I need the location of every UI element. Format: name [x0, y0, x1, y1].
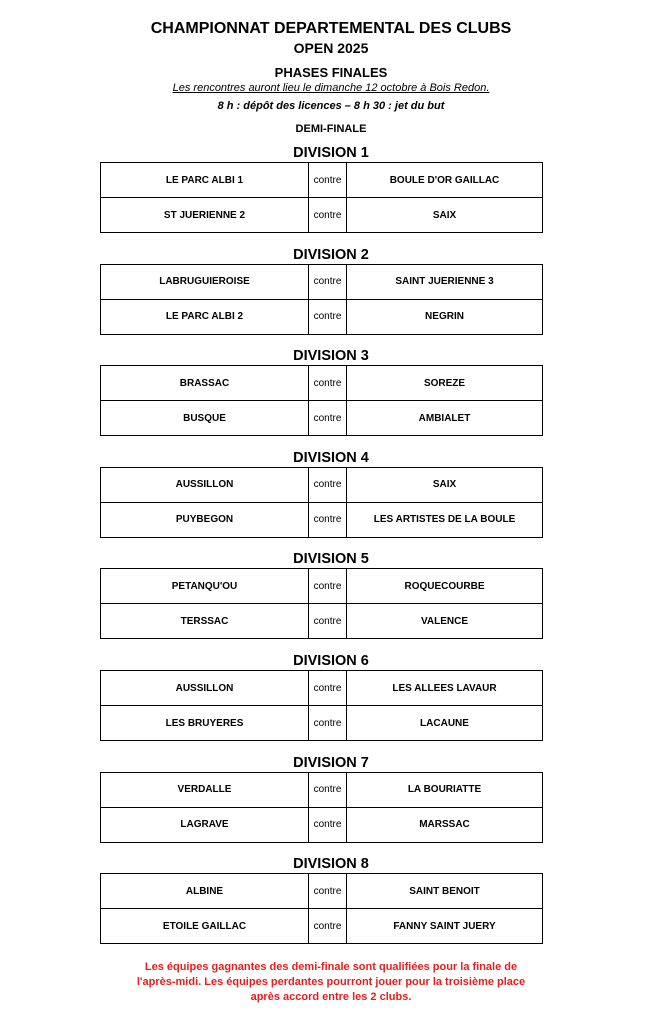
match-row [101, 604, 543, 639]
home-team-cell: LE PARC ALBI 1 [101, 163, 309, 198]
division-title: DIVISION 2 [293, 246, 369, 263]
versus-cell: contre [309, 909, 347, 944]
away-team-cell: LA BOURIATTE [347, 772, 543, 807]
matches-table [100, 670, 543, 741]
versus-cell: contre [309, 772, 347, 807]
home-team-cell: ST JUERIENNE 2 [101, 198, 309, 233]
home-team-cell: ETOILE GAILLAC [101, 909, 309, 944]
versus-cell: contre [309, 671, 347, 706]
versus-cell: contre [309, 198, 347, 233]
matches-table [100, 772, 543, 843]
division-title: DIVISION 1 [293, 145, 369, 161]
division-title: DIVISION 7 [293, 754, 369, 771]
match-row [101, 467, 543, 502]
match-row [101, 671, 543, 706]
versus-cell: contre [309, 264, 347, 299]
division-title: DIVISION 8 [293, 856, 369, 873]
versus-cell: contre [309, 569, 347, 604]
home-team-cell: LAGRAVE [101, 807, 309, 842]
match-row [101, 706, 543, 741]
matches-table [100, 873, 543, 944]
versus-cell: contre [309, 604, 347, 639]
home-team-cell: VERDALLE [101, 772, 309, 807]
away-team-cell: AMBIALET [347, 401, 543, 436]
venue-info: Les rencontres auront lieu le dimanche 12 octobre à Bois Redon. [172, 82, 490, 94]
division-title: DIVISION 6 [293, 653, 369, 669]
versus-cell: contre [309, 163, 347, 198]
match-row [101, 807, 543, 842]
home-team-cell: LE PARC ALBI 2 [101, 299, 309, 334]
home-team-cell: PUYBEGON [101, 502, 309, 537]
division-title: DIVISION 4 [293, 449, 369, 466]
match-row [101, 874, 543, 909]
versus-cell: contre [309, 874, 347, 909]
match-row [101, 264, 543, 299]
home-team-cell: AUSSILLON [101, 467, 309, 502]
away-team-cell: LES ARTISTES DE LA BOULE [347, 502, 543, 537]
away-team-cell: ROQUECOURBE [347, 569, 543, 604]
home-team-cell: LES BRUYERES [101, 706, 309, 741]
match-row [101, 299, 543, 334]
document-title: CHAMPIONNAT DEPARTEMENTAL DES CLUBS [150, 20, 512, 37]
away-team-cell: MARSSAC [347, 807, 543, 842]
division-title: DIVISION 3 [293, 348, 369, 365]
home-team-cell: TERSSAC [101, 604, 309, 639]
match-row [101, 401, 543, 436]
home-team-cell: ALBINE [101, 874, 309, 909]
versus-cell: contre [309, 706, 347, 741]
away-team-cell: VALENCE [347, 604, 543, 639]
match-row [101, 772, 543, 807]
match-row [101, 163, 543, 198]
document-subtitle: OPEN 2025 [293, 40, 369, 56]
matches-table [100, 568, 543, 639]
round-heading: DEMI-FINALE [295, 123, 367, 135]
versus-cell: contre [309, 299, 347, 334]
versus-cell: contre [309, 401, 347, 436]
away-team-cell: LES ALLEES LAVAUR [347, 671, 543, 706]
home-team-cell: PETANQU'OU [101, 569, 309, 604]
matches-table [100, 264, 543, 335]
away-team-cell: SAIX [347, 467, 543, 502]
footer-note-line: Les équipes gagnantes des demi-finale sont qualifiées pour la finale de [144, 961, 518, 973]
match-row [101, 366, 543, 401]
match-row [101, 198, 543, 233]
away-team-cell: NEGRIN [347, 299, 543, 334]
footer-note-line: après accord entre les 2 clubs. [250, 991, 412, 1003]
away-team-cell: LACAUNE [347, 706, 543, 741]
home-team-cell: BUSQUE [101, 401, 309, 436]
division-title: DIVISION 5 [293, 551, 369, 568]
versus-cell: contre [309, 502, 347, 537]
away-team-cell: SAIX [347, 198, 543, 233]
match-row [101, 502, 543, 537]
versus-cell: contre [309, 366, 347, 401]
away-team-cell: FANNY SAINT JUERY [347, 909, 543, 944]
home-team-cell: LABRUGUIEROISE [101, 264, 309, 299]
away-team-cell: SAINT BENOIT [347, 874, 543, 909]
match-row [101, 909, 543, 944]
schedule-info: 8 h : dépôt des licences – 8 h 30 : jet du but [217, 100, 445, 112]
versus-cell: contre [309, 467, 347, 502]
home-team-cell: BRASSAC [101, 366, 309, 401]
away-team-cell: SOREZE [347, 366, 543, 401]
phase-heading: PHASES FINALES [274, 65, 388, 80]
match-row [101, 569, 543, 604]
matches-table [100, 365, 543, 436]
matches-table [100, 467, 543, 538]
away-team-cell: BOULE D'OR GAILLAC [347, 163, 543, 198]
footer-note [0, 960, 662, 1005]
versus-cell: contre [309, 807, 347, 842]
home-team-cell: AUSSILLON [101, 671, 309, 706]
footer-note-line: l'après-midi. Les équipes perdantes pourront jouer pour la troisième place [136, 976, 526, 988]
away-team-cell: SAINT JUERIENNE 3 [347, 264, 543, 299]
matches-table [100, 162, 543, 233]
